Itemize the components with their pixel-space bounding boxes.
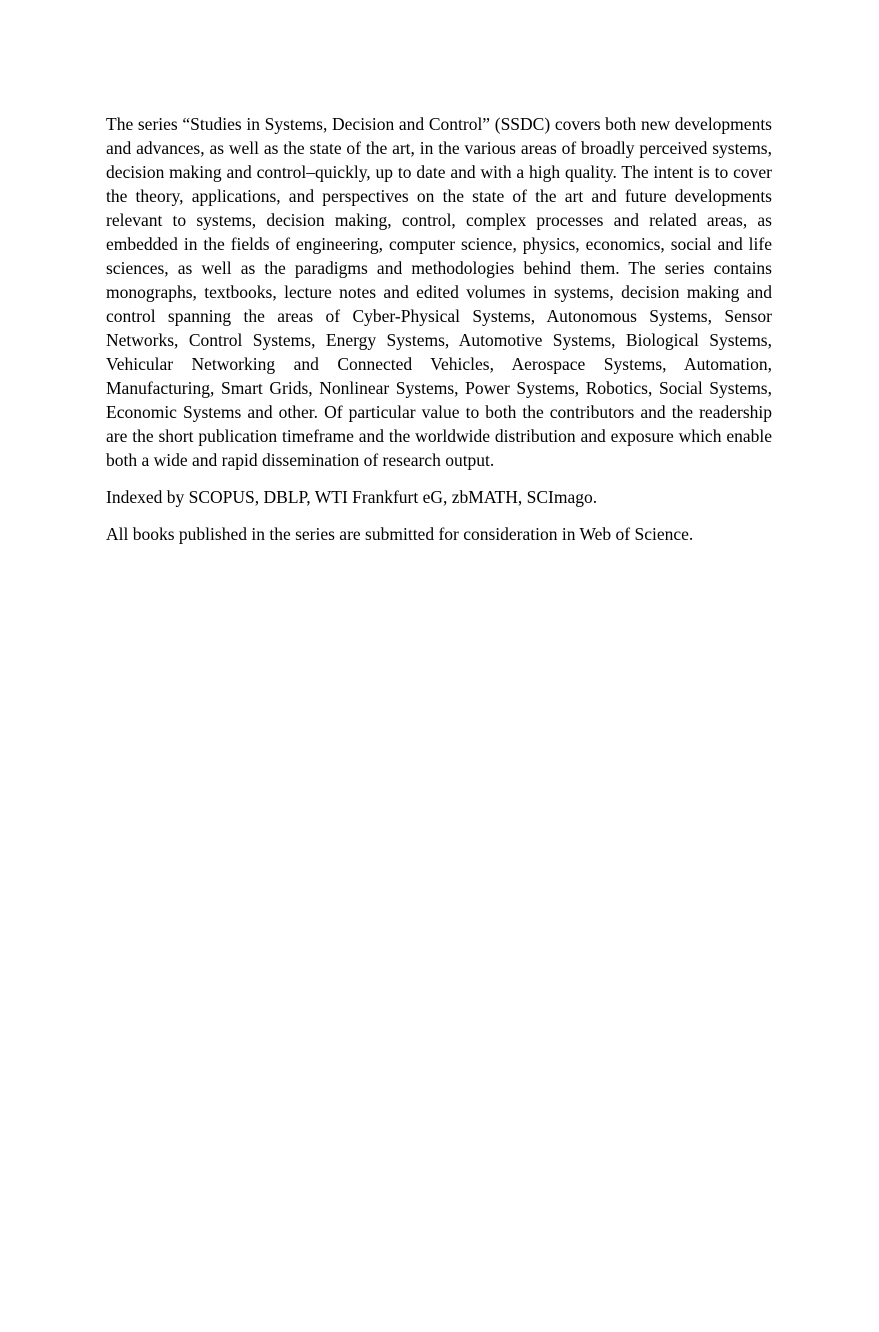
series-description-block xyxy=(106,112,772,546)
web-of-science-paragraph: All books published in the series are submitted for consideration in Web of Science. xyxy=(106,524,694,544)
series-description-paragraph: The series “Studies in Systems, Decision and Control” (SSDC) covers both new developments and advances, as well as the state of the art, in the various areas of broadly perceived systems, decision making and control–quickly, up to date and with a high quality. The intent is to cover the theory, applications, and perspectives on the state of the art and future developments relevant to systems, decision making, control, complex processes and related areas, as embedded in the fields of engineering, computer science, physics, economics, social and life sciences, as well as the paradigms and methodologies behind them. The series contains monographs, textbooks, lecture notes and edited volumes in systems, decision making and control spanning the areas of Cyber-Physical Systems, Autonomous Systems, Sensor Networks, Control Systems, Energy Systems, Automotive Systems, Biological Systems, Vehicular Networking and Connected Vehicles, Aerospace Systems, Automation, Manufacturing, Smart Grids, Nonlinear Systems, Power Systems, Robotics, Social Systems, Economic Systems and other. Of particular value to both the contributors and the readership are the short publication timeframe and the worldwide distribution and exposure which enable both a wide and rapid dissemination of research output. xyxy=(106,114,772,470)
indexing-paragraph: Indexed by SCOPUS, DBLP, WTI Frankfurt eG, zbMATH, SCImago. xyxy=(106,487,598,507)
